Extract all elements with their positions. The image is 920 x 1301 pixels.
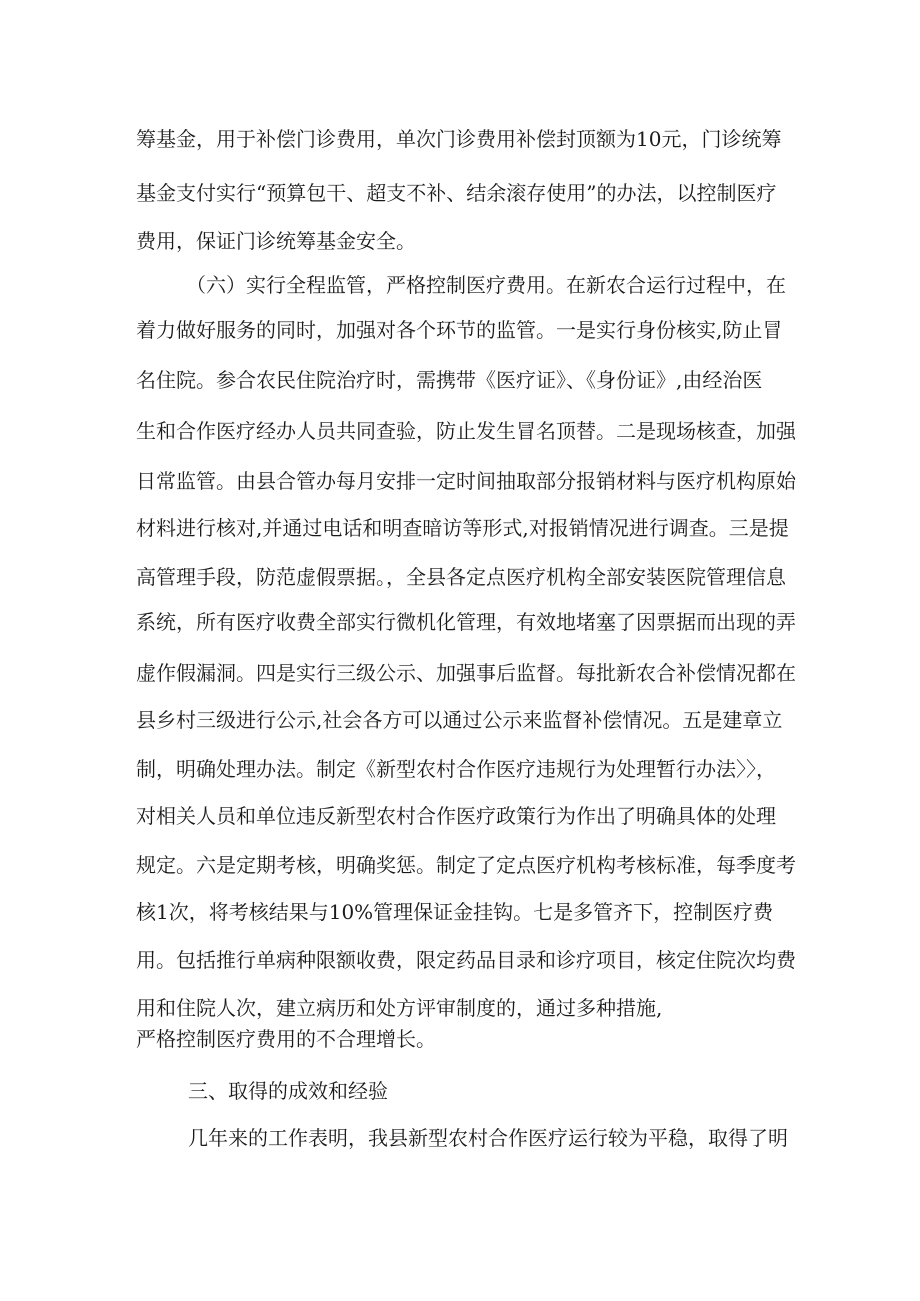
para2-line-10: 县乡村三级进行公示,社会各方可以通过公示来监督补偿情况。五是建章立	[136, 708, 783, 732]
para3-line-1: 几年来的工作表明，我县新型农村合作医疗运行较为平稳，取得了明	[188, 1126, 788, 1150]
section-heading: 三、取得的成效和经验	[188, 1079, 388, 1103]
para1-line-3: 费用，保证门诊统筹基金安全。	[136, 229, 416, 253]
para2-line-6: 材料进行核对,并通过电话和明查暗访等形式,对报销情况进行调查。三是提	[136, 516, 789, 540]
para2-line-4: 生和合作医疗经办人员共同查验，防止发生冒名顶替。二是现场核查，加强	[136, 419, 796, 443]
para1-line-2: 基金支付实行“预算包干、超支不补、结余滚存使用”的办法，以控制医疗	[136, 181, 777, 205]
para2-line-16: 用和住院人次，建立病历和处方评审制度的，通过多种措施,	[136, 996, 663, 1020]
para2-line-2: 着力做好服务的同时，加强对各个环节的监管。一是实行身份核实,防止冒	[136, 318, 783, 342]
para2-line-7: 高管理手段，防范虚假票据。，全县各定点医疗机构全部安装医院管理信息	[136, 565, 786, 589]
para2-line-8: 系统，所有医疗收费全部实行微机化管理，有效地堵塞了因票据而出现的弄	[136, 610, 796, 634]
para2-line-17: 严格控制医疗费用的不合理增长。	[136, 1027, 436, 1051]
para2-line-11: 制，明确处理办法。制定《新型农村合作医疗违规行为处理暂行办法〉〉，	[136, 757, 776, 781]
para2-line-15: 用。包括推行单病种限额收费，限定药品目录和诊疗项目，核定住院次均费	[136, 948, 796, 972]
para1-line-1: 筹基金，用于补偿门诊费用，单次门诊费用补偿封顶额为10元，门诊统筹	[136, 127, 782, 151]
para2-line-3: 名住院。参合农民住院治疗时，需携带《医疗证》、《身份证》,由经治医	[136, 368, 763, 392]
para2-line-13: 规定。六是定期考核，明确奖惩。制定了定点医疗机构考核标准，每季度考	[136, 853, 796, 877]
para2-line-12: 对相关人员和单位违反新型农村合作医疗政策行为作出了明确具体的处理	[136, 804, 776, 828]
para2-line-1: （六）实行全程监管，严格控制医疗费用。在新农合运行过程中，在	[186, 273, 786, 297]
para2-line-14: 核1次，将考核结果与10%管理保证金挂钩。七是多管齐下，控制医疗费	[136, 900, 774, 924]
para2-line-9: 虚作假漏洞。四是实行三级公示、加强事后监督。每批新农合补偿情况都在	[136, 661, 796, 685]
para2-line-5: 日常监管。由县合管办每月安排一定时间抽取部分报销材料与医疗机构原始	[136, 469, 796, 493]
